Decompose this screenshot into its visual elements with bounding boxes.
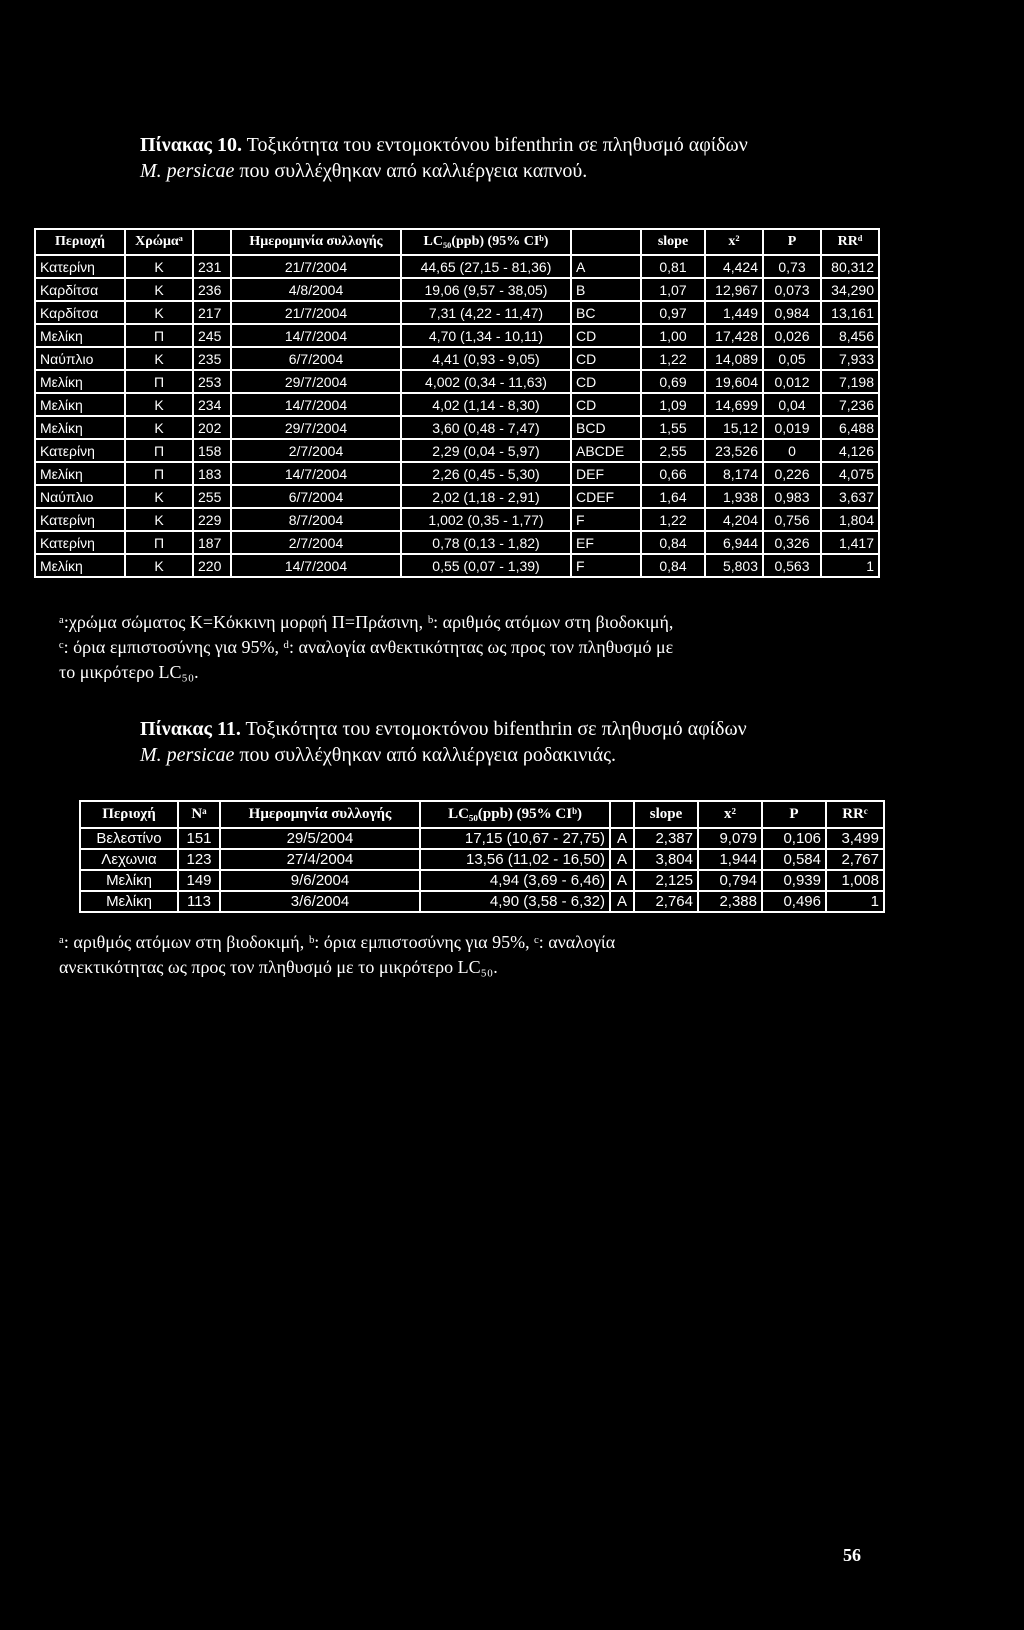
table10-cell: Κ [125, 393, 193, 416]
table10-cell: 21/7/2004 [231, 255, 401, 278]
table11-cell: 29/5/2004 [220, 828, 420, 849]
table10-footnote-line2: ᶜ: όρια εμπιστοσύνης για 95%, ᵈ: αναλογία ανθεκτικότητας ως προς τον πληθυσμό με [59, 637, 674, 657]
table11-caption-species: M. persicae [140, 744, 235, 766]
table10-cell: 7,31 (4,22 - 11,47) [401, 301, 571, 324]
table11-cell: 0,794 [698, 870, 762, 891]
table10-row [35, 531, 879, 554]
table10-cell: Κ [125, 485, 193, 508]
table10-cell: 6/7/2004 [231, 347, 401, 370]
table10-cell: 1,938 [705, 485, 763, 508]
table10-cell: 1,00 [641, 324, 705, 347]
table10-cell: Ναύπλιο [35, 347, 125, 370]
table10-cell: 14/7/2004 [231, 554, 401, 577]
table10-row [35, 301, 879, 324]
table10-cell: CD [571, 324, 641, 347]
table10-cell: 234 [193, 393, 231, 416]
table11-cell: 2,125 [634, 870, 698, 891]
table10-cell: 217 [193, 301, 231, 324]
table11-cell: 2,767 [826, 849, 884, 870]
table10-cell: Κατερίνη [35, 255, 125, 278]
table10-cell: 4,126 [821, 439, 879, 462]
table10-cell: Μελίκη [35, 370, 125, 393]
table10-cell: Κατερίνη [35, 508, 125, 531]
table10-cell: Κ [125, 255, 193, 278]
table10-cell: 4/8/2004 [231, 278, 401, 301]
table10-cell: Καρδίτσα [35, 278, 125, 301]
table11-row [80, 828, 884, 849]
table10-cell: 1,22 [641, 508, 705, 531]
table10-cell: 229 [193, 508, 231, 531]
table10-cell: Καρδίτσα [35, 301, 125, 324]
table10-cell: 235 [193, 347, 231, 370]
table10-header-cell: Χρώμαᵃ [125, 229, 193, 255]
table10-cell: Π [125, 370, 193, 393]
table11-row [80, 891, 884, 912]
table10-cell: CD [571, 347, 641, 370]
table10-cell: 8,456 [821, 324, 879, 347]
table11-cell: 0,939 [762, 870, 826, 891]
table10-cell: 1,55 [641, 416, 705, 439]
table10-cell: B [571, 278, 641, 301]
table10-cell: 0,226 [763, 462, 821, 485]
table10-cell: 0,84 [641, 554, 705, 577]
table10-cell: 14/7/2004 [231, 324, 401, 347]
table10-cell: 0,81 [641, 255, 705, 278]
table10-cell: 0,73 [763, 255, 821, 278]
table10-cell: 2,02 (1,18 - 2,91) [401, 485, 571, 508]
table11-cell: 3,499 [826, 828, 884, 849]
table10-cell: 19,06 (9,57 - 38,05) [401, 278, 571, 301]
table11-cell: 2,387 [634, 828, 698, 849]
table10-cell: 0,78 (0,13 - 1,82) [401, 531, 571, 554]
table10-cell: 6,944 [705, 531, 763, 554]
table10-cell: 0,012 [763, 370, 821, 393]
table10-cell: 3,637 [821, 485, 879, 508]
table10-cell: 0,026 [763, 324, 821, 347]
table10-cell: 2/7/2004 [231, 439, 401, 462]
table10-cell: 15,12 [705, 416, 763, 439]
table11-cell: A [610, 870, 634, 891]
table10-row [35, 347, 879, 370]
table11-cell: 1 [826, 891, 884, 912]
table10-cell: 44,65 (27,15 - 81,36) [401, 255, 571, 278]
table11-cell: 1,008 [826, 870, 884, 891]
table10-cell: 0,04 [763, 393, 821, 416]
table10-cell: Μελίκη [35, 416, 125, 439]
table11 [79, 800, 885, 913]
table10-cell: 17,428 [705, 324, 763, 347]
table10-cell: 187 [193, 531, 231, 554]
table11-header-cell: x² [698, 801, 762, 828]
table10-cell: 29/7/2004 [231, 370, 401, 393]
table11-cell: 149 [178, 870, 220, 891]
table10-header-cell [193, 229, 231, 255]
table10-cell: 13,161 [821, 301, 879, 324]
table10-cell: 1,449 [705, 301, 763, 324]
table10-cell: 12,967 [705, 278, 763, 301]
table10-cell: 5,803 [705, 554, 763, 577]
table10-cell: 0,983 [763, 485, 821, 508]
table10-header-cell: RRᵈ [821, 229, 879, 255]
table11-header-cell: LC₅₀(ppb) (95% CIᵇ) [420, 801, 610, 828]
table10-row [35, 439, 879, 462]
table10-footnote [59, 610, 919, 685]
table10-cell: 236 [193, 278, 231, 301]
table10-cell: 2,26 (0,45 - 5,30) [401, 462, 571, 485]
table10-cell: F [571, 554, 641, 577]
table11-cell: 17,15 (10,67 - 27,75) [420, 828, 610, 849]
table10-cell: Κ [125, 301, 193, 324]
table10-cell: F [571, 508, 641, 531]
table10-cell: Π [125, 439, 193, 462]
table10-cell: 2,55 [641, 439, 705, 462]
table10-cell: 6,488 [821, 416, 879, 439]
table10-cell: 2/7/2004 [231, 531, 401, 554]
table10-footnote-line1: ᵃ:χρώμα σώματος Κ=Κόκκινη μορφή Π=Πράσινη, ᵇ: αριθμός ατόμων στη βιοδοκιμή, [59, 612, 674, 632]
table10-cell: Κ [125, 347, 193, 370]
table10-header-row [35, 229, 879, 255]
table10-cell: 158 [193, 439, 231, 462]
table10-cell: 23,526 [705, 439, 763, 462]
table10-cell: 14,089 [705, 347, 763, 370]
table10-cell: Κατερίνη [35, 439, 125, 462]
table10-row [35, 508, 879, 531]
table11-header-cell: Ημερομηνία συλλογής [220, 801, 420, 828]
table10-cell: Κατερίνη [35, 531, 125, 554]
table10-cell: EF [571, 531, 641, 554]
table10-header-cell: Ημερομηνία συλλογής [231, 229, 401, 255]
table10-cell: Κ [125, 508, 193, 531]
table10-header-cell: slope [641, 229, 705, 255]
table10-cell: 0,326 [763, 531, 821, 554]
table10-caption-text2: που συλλέχθηκαν από καλλιέργεια καπνού. [234, 160, 588, 182]
table10-caption-label: Πίνακας 10. [140, 134, 242, 156]
table10-cell: 245 [193, 324, 231, 347]
table10-cell: 0 [763, 439, 821, 462]
table10-cell: 7,198 [821, 370, 879, 393]
table10-cell: 7,236 [821, 393, 879, 416]
table10-cell: 183 [193, 462, 231, 485]
table11-cell: 113 [178, 891, 220, 912]
table10-cell: Κ [125, 278, 193, 301]
table10-row [35, 416, 879, 439]
table11-header-cell: slope [634, 801, 698, 828]
table10-cell: 8,174 [705, 462, 763, 485]
table10-cell: ABCDE [571, 439, 641, 462]
table10-cell: A [571, 255, 641, 278]
table10-cell: 0,69 [641, 370, 705, 393]
table10-header-cell: LC₅₀(ppb) (95% CIᵇ) [401, 229, 571, 255]
table10-cell: 0,66 [641, 462, 705, 485]
table11-header-cell [610, 801, 634, 828]
table11-cell: Μελίκη [80, 891, 178, 912]
table11-cell: 0,106 [762, 828, 826, 849]
table11-header-cell: Nᵃ [178, 801, 220, 828]
table10-cell: 1,22 [641, 347, 705, 370]
table10-cell: CDEF [571, 485, 641, 508]
table10-cell: 4,002 (0,34 - 11,63) [401, 370, 571, 393]
table11-cell: 3/6/2004 [220, 891, 420, 912]
table10-cell: 4,075 [821, 462, 879, 485]
table10-cell: Μελίκη [35, 393, 125, 416]
table10-header-cell: P [763, 229, 821, 255]
table10-caption-species: M. persicae [140, 160, 235, 182]
table10-cell: 8/7/2004 [231, 508, 401, 531]
table11-cell: 0,584 [762, 849, 826, 870]
table10-cell: 2,29 (0,04 - 5,97) [401, 439, 571, 462]
table10-cell: 29/7/2004 [231, 416, 401, 439]
table11-cell: 3,804 [634, 849, 698, 870]
table10-cell: 1,07 [641, 278, 705, 301]
table10-cell: 0,97 [641, 301, 705, 324]
table10-cell: 255 [193, 485, 231, 508]
table11-footnote-line2: ανεκτικότητας ως προς τον πληθυσμό με το μικρότερο LC₅₀. [59, 957, 498, 977]
table10-cell: BC [571, 301, 641, 324]
table10-cell: 0,984 [763, 301, 821, 324]
table10-cell: 14,699 [705, 393, 763, 416]
table10-cell: 0,756 [763, 508, 821, 531]
table10-cell: DEF [571, 462, 641, 485]
table11-row [80, 849, 884, 870]
table10 [34, 228, 880, 578]
table11-cell: 9/6/2004 [220, 870, 420, 891]
table10-cell: 253 [193, 370, 231, 393]
table11-cell: 0,496 [762, 891, 826, 912]
table10-cell: Μελίκη [35, 462, 125, 485]
table10-cell: Κ [125, 416, 193, 439]
table10-row [35, 255, 879, 278]
table10-cell: 0,84 [641, 531, 705, 554]
table10-cell: Π [125, 462, 193, 485]
table10-row [35, 370, 879, 393]
table10-row [35, 393, 879, 416]
table10-cell: 220 [193, 554, 231, 577]
table11-header-row [80, 801, 884, 828]
table11-cell: A [610, 828, 634, 849]
table10-row [35, 324, 879, 347]
table10-cell: 0,563 [763, 554, 821, 577]
table10-cell: 1,64 [641, 485, 705, 508]
table10-cell: 14/7/2004 [231, 462, 401, 485]
table10-cell: 0,55 (0,07 - 1,39) [401, 554, 571, 577]
table10-caption [140, 132, 900, 184]
table10-cell: 34,290 [821, 278, 879, 301]
table11-cell: 123 [178, 849, 220, 870]
table11-cell: Λεχωνια [80, 849, 178, 870]
table11-caption-label: Πίνακας 11. [140, 718, 241, 740]
table10-cell: 4,02 (1,14 - 8,30) [401, 393, 571, 416]
table11-cell: 151 [178, 828, 220, 849]
table10-cell: CD [571, 393, 641, 416]
table11-caption-text2: που συλλέχθηκαν από καλλιέργεια ροδακινιάς. [234, 744, 617, 766]
table10-cell: 4,424 [705, 255, 763, 278]
table11-header-cell: P [762, 801, 826, 828]
table11-header-cell: Περιοχή [80, 801, 178, 828]
table10-cell: 0,05 [763, 347, 821, 370]
table10-cell: 0,019 [763, 416, 821, 439]
table11-cell: 13,56 (11,02 - 16,50) [420, 849, 610, 870]
table10-row [35, 462, 879, 485]
table10-header-cell [571, 229, 641, 255]
table11-cell: Μελίκη [80, 870, 178, 891]
table10-row [35, 554, 879, 577]
table10-cell: 1,804 [821, 508, 879, 531]
table11-row [80, 870, 884, 891]
table10-cell: 231 [193, 255, 231, 278]
table11-cell: 2,764 [634, 891, 698, 912]
table10-caption-text1: Τοξικότητα του εντομοκτόνου bifenthrin σε πληθυσμό αφίδων [241, 134, 748, 156]
table10-cell: CD [571, 370, 641, 393]
table10-cell: 4,204 [705, 508, 763, 531]
table10-cell: Μελίκη [35, 324, 125, 347]
table10-cell: 1,002 (0,35 - 1,77) [401, 508, 571, 531]
table10-cell: 0,073 [763, 278, 821, 301]
table10-row [35, 278, 879, 301]
table11-cell: 9,079 [698, 828, 762, 849]
table10-cell: 14/7/2004 [231, 393, 401, 416]
table10-cell: 80,312 [821, 255, 879, 278]
table11-cell: 2,388 [698, 891, 762, 912]
table11-footnote [59, 930, 899, 980]
table10-cell: Ναύπλιο [35, 485, 125, 508]
table11-cell: 1,944 [698, 849, 762, 870]
table10-cell: 19,604 [705, 370, 763, 393]
table10-cell: 1 [821, 554, 879, 577]
table10-cell: Π [125, 531, 193, 554]
table10-cell: Μελίκη [35, 554, 125, 577]
table10-header-cell: x² [705, 229, 763, 255]
table10-cell: BCD [571, 416, 641, 439]
table10-cell: 7,933 [821, 347, 879, 370]
table10-cell: 4,41 (0,93 - 9,05) [401, 347, 571, 370]
table10-row [35, 485, 879, 508]
table11-cell: A [610, 891, 634, 912]
table11-cell: 4,94 (3,69 - 6,46) [420, 870, 610, 891]
table10-footnote-line3: το μικρότερο LC₅₀. [59, 662, 199, 682]
table11-cell: 27/4/2004 [220, 849, 420, 870]
table10-cell: 4,70 (1,34 - 10,11) [401, 324, 571, 347]
table10-cell: 1,09 [641, 393, 705, 416]
table11-cell: A [610, 849, 634, 870]
table11-caption-text1: Τοξικότητα του εντομοκτόνου bifenthrin σε πληθυσμό αφίδων [240, 718, 747, 740]
table11-cell: 4,90 (3,58 - 6,32) [420, 891, 610, 912]
table10-cell: Κ [125, 554, 193, 577]
table10-cell: 6/7/2004 [231, 485, 401, 508]
table11-caption [140, 716, 900, 768]
table11-footnote-line1: ᵃ: αριθμός ατόμων στη βιοδοκιμή, ᵇ: όρια εμπιστοσύνης για 95%, ᶜ: αναλογία [59, 932, 616, 952]
table11-header-cell: RRᶜ [826, 801, 884, 828]
page-number: 56 [843, 1545, 861, 1565]
table11-cell: Βελεστίνο [80, 828, 178, 849]
table10-cell: 3,60 (0,48 - 7,47) [401, 416, 571, 439]
table10-cell: 202 [193, 416, 231, 439]
table10-header-cell: Περιοχή [35, 229, 125, 255]
table10-cell: 21/7/2004 [231, 301, 401, 324]
table10-cell: Π [125, 324, 193, 347]
table10-cell: 1,417 [821, 531, 879, 554]
